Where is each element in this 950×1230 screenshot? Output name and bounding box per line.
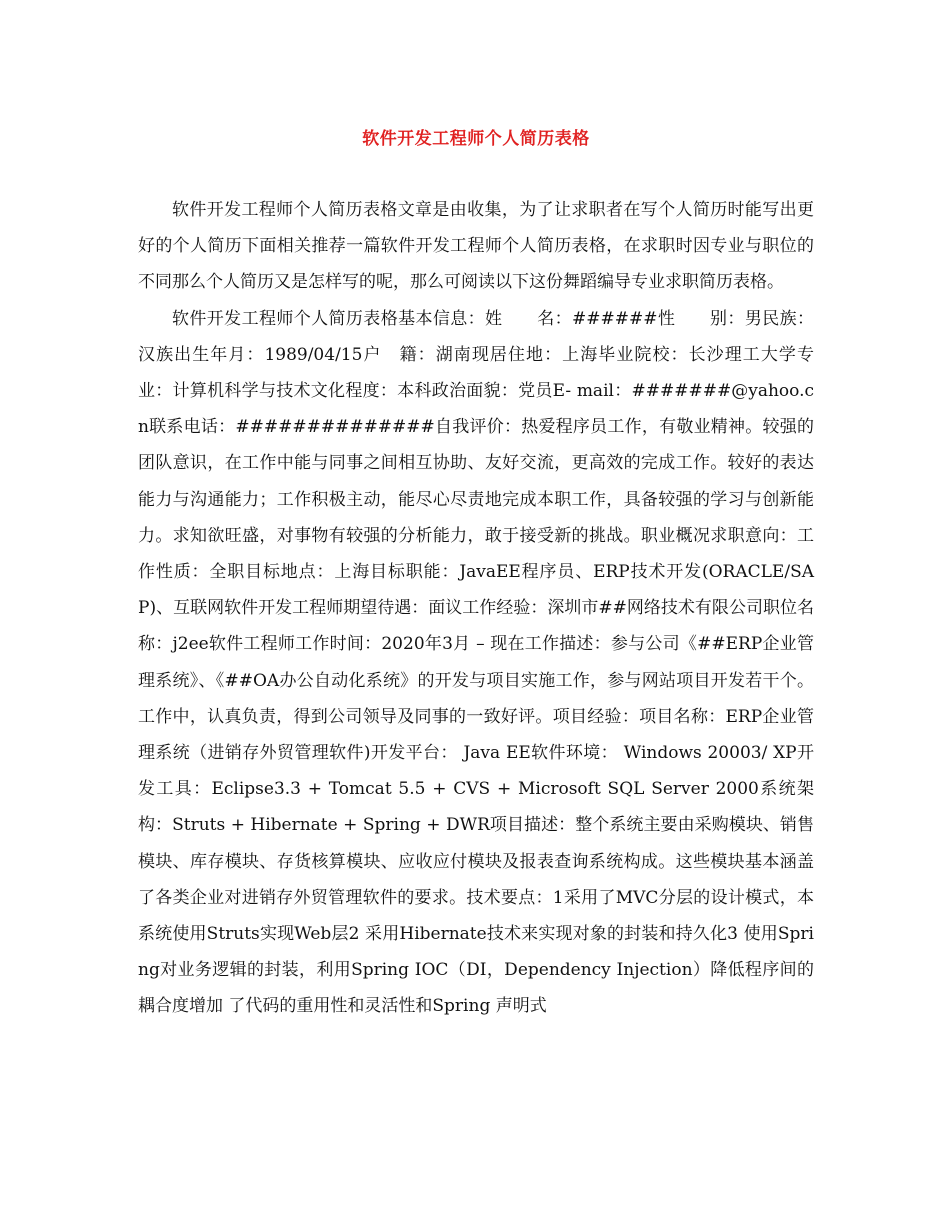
document-title: 软件开发工程师个人简历表格 [362, 129, 590, 149]
paragraph-resume-content: 软件开发工程师个人简历表格基本信息：姓 名：######性 别：男民族：汉族出生年月：1989/04/15户 籍：湖南现居住地：上海毕业院校：长沙理工大学专 业：计算机科学与技术文化程度：本科政治面貌：党员E- mail：#######@yahoo.cn联系电话：##############自我评价：热爱程序员工作，有敬业精神。较强的团队意识，在工作中能与同事之间相互协助、友好交流，更高效的完成工作。较好的表达能力与沟通能力；工作积极主动，能尽心尽责地完成本职工作，具备较强的学习与创新能力。求知欲旺盛，对事物有较强的分析能力，敢于接受新的挑战。职业概况求职意向：工作性质：全职目标地点：上海目标职能：JavaEE程序员、ERP技术开发(ORACLE/SAP)、互联网软件开发工程师期望待遇：面议工作经验：深圳市##网络技术有限公司职位名称：j2ee软件工程师工作时间：2020年3月 – 现在工作描述：参与公司《##ERP企业管理系统》、《##OA办公自动化系统》的开发与项目实施工作，参与网站项目开发若干个。工作中，认真负责，得到公司领导及同事的一致好评。项目经验：项目名称：ERP企业管理系统（进销存外贸管理软件)开发平台： Java EE软件环境： Windows 20003/ XP开发工具：Eclipse3.3 + Tomcat 5.5 + CVS + Microsoft SQL Server 2000系统架构：Struts + Hibernate + Spring + DWR项目描述：整个系统主要由采购模块、销售模块、库存模块、存货核算模块、应收应付模块及报表查询系统构成。这些模块基本涵盖了各类企业对进销存外贸管理软件的要求。技术要点：1采用了MVC分层的设计模式，本系统使用Struts实现Web层2 采用Hibernate技术来实现对象的封装和持久化3 使用Spring对业务逻辑的封装，利用Spring IOC（DI，Dependency Injection）降低程序间的耦合度增加 了代码的重用性和灵活性和Spring 声明式 [138, 308, 848, 1017]
paragraph-intro: 软件开发工程师个人简历表格文章是由收集，为了让求职者在写个人简历时能写出更好的个人简历下面相关推荐一篇软件开发工程师个人简历表格，在求职时因专业与职位的不同那么个人简历又是怎样写的呢，那么可阅读以下这份舞蹈编导专业求职简历表格。 [138, 200, 814, 293]
document-body [138, 192, 848, 1025]
document-page [138, 0, 848, 1230]
